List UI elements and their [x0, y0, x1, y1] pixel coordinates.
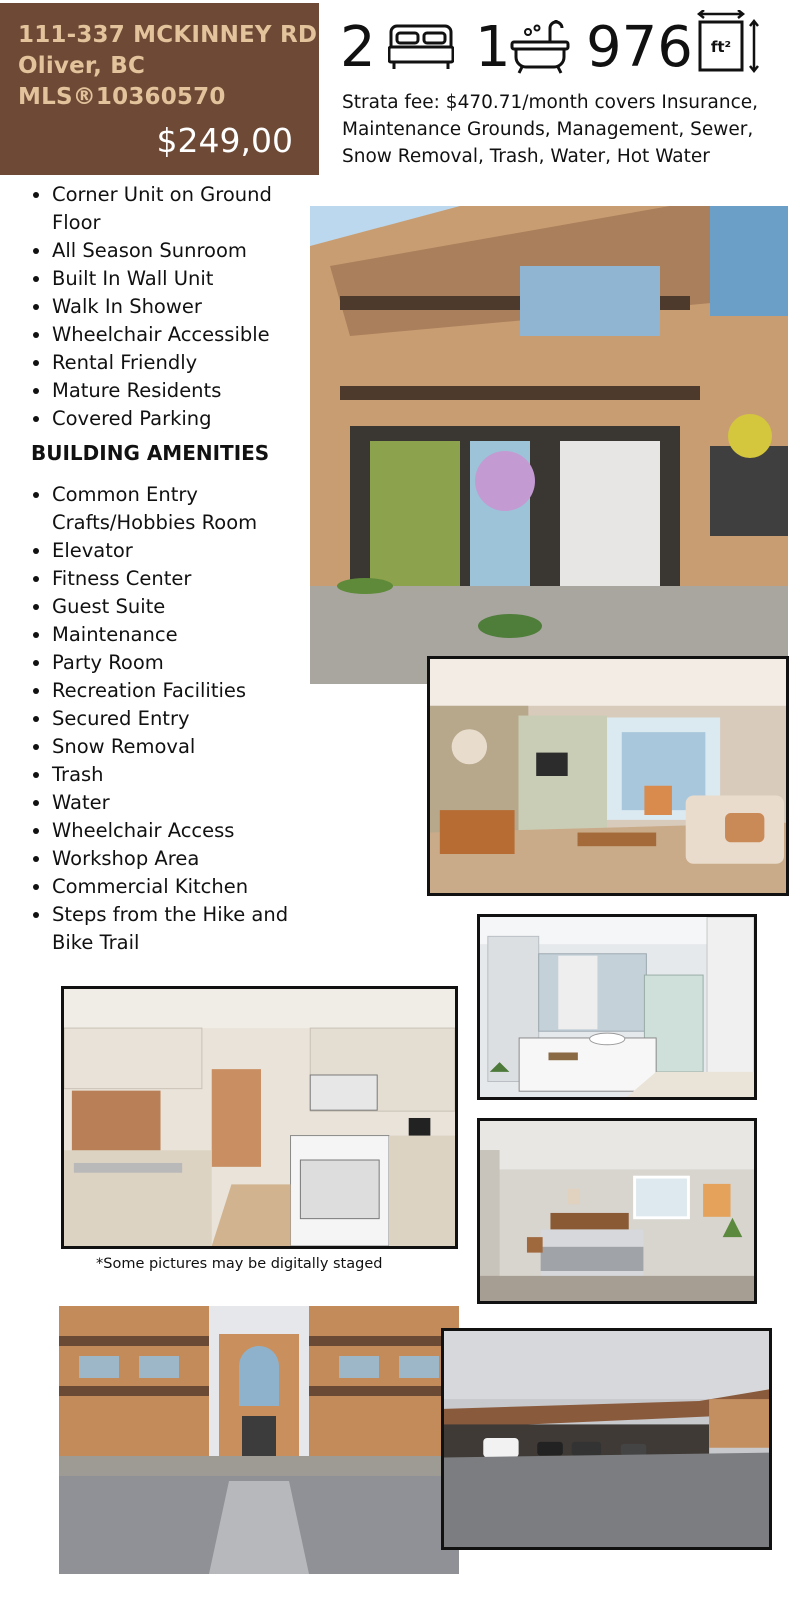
list-item: • Mature Residents: [52, 377, 310, 405]
list-item: • Covered Parking: [52, 405, 310, 433]
bedroom-count: 2: [340, 15, 376, 80]
bathtub-icon: [510, 18, 570, 78]
features-list: [14, 181, 310, 433]
kitchen-photo: [61, 986, 458, 1249]
address-block: [18, 20, 317, 113]
list-item: • Maintenance: [52, 621, 322, 649]
list-item: • Snow Removal: [52, 733, 322, 761]
address-street: 111-337 MCKINNEY RD: [18, 22, 318, 48]
list-item: • Built In Wall Unit: [52, 265, 310, 293]
list-item: • Steps from the Hike and Bike Trail: [52, 901, 322, 957]
strata-fee: Strata fee: $470.71/month covers Insurance, Maintenance Grounds, Management, Sewer, Snow Removal, Trash, Water, Hot Water: [342, 92, 759, 167]
list-item: • Wheelchair Access: [52, 817, 322, 845]
bathroom-count: 1: [475, 15, 511, 80]
listing-header: [0, 3, 319, 175]
square-feet-icon: [696, 10, 760, 78]
list-item: • All Season Sunroom: [52, 237, 310, 265]
list-item: • Walk In Shower: [52, 293, 310, 321]
list-item: • Workshop Area: [52, 845, 322, 873]
mls-number: MLS®10360570: [18, 84, 226, 110]
exterior-sunroom-photo: [310, 206, 788, 684]
list-item: • Corner Unit on Ground Floor: [52, 181, 310, 237]
amenities-list: [14, 481, 322, 957]
list-item: • Recreation Facilities: [52, 677, 322, 705]
living-room-photo: [427, 656, 789, 896]
list-item: • Party Room: [52, 649, 322, 677]
bathroom-photo: [477, 914, 757, 1100]
bedroom-photo: [477, 1118, 757, 1304]
stats-row: [340, 10, 800, 86]
svg-text:ft²: ft²: [710, 38, 732, 56]
building-entrance-photo: [59, 1306, 459, 1574]
staging-disclaimer: *Some pictures may be digitally staged: [96, 1256, 383, 1272]
carport-photo: [441, 1328, 772, 1550]
list-item: • Wheelchair Accessible: [52, 321, 310, 349]
list-item: • Commercial Kitchen: [52, 873, 322, 901]
listing-price: $249,00: [156, 121, 293, 160]
list-item: • Elevator: [52, 537, 322, 565]
amenities-heading: BUILDING AMENITIES: [31, 441, 270, 465]
address-city: Oliver, BC: [18, 53, 146, 79]
list-item: • Common Entry Crafts/Hobbies Room: [52, 481, 322, 537]
list-item: • Guest Suite: [52, 593, 322, 621]
list-item: • Fitness Center: [52, 565, 322, 593]
square-feet-value: 976: [586, 15, 693, 80]
list-item: • Trash: [52, 761, 322, 789]
list-item: • Rental Friendly: [52, 349, 310, 377]
list-item: • Water: [52, 789, 322, 817]
bed-icon: [388, 22, 454, 78]
list-item: • Secured Entry: [52, 705, 322, 733]
